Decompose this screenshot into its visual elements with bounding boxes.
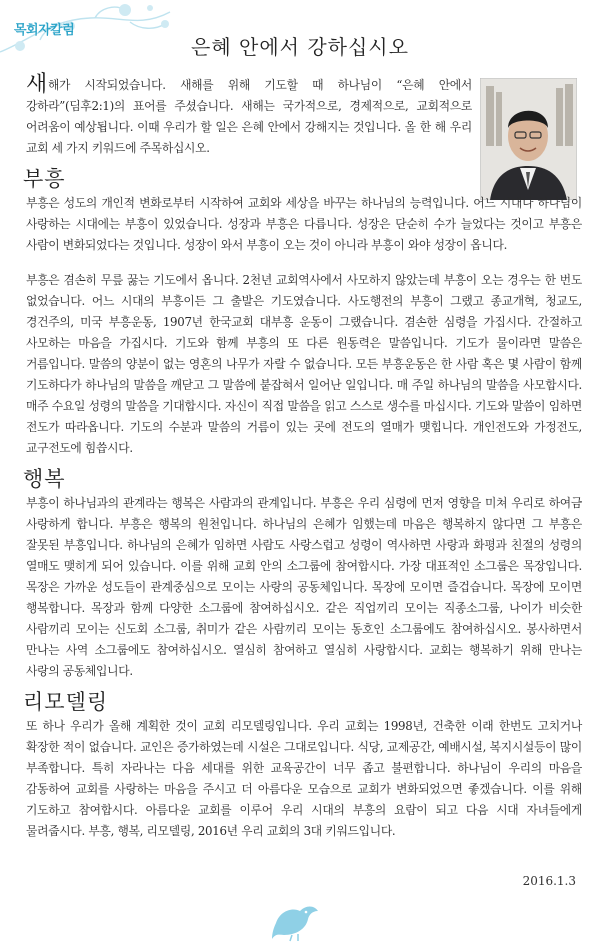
happiness-paragraph: 부흥이 하나님과의 관계라는 행복은 사람과의 관계입니다. 부흥은 우리 심령에 먼저 영향을 미쳐 우리로 하여금 사랑하게 합니다. 부흥은 행복의 원천입니다. 하나님의 은혜가 임했는데 마음은 행복하지 않다면 그 부흥은 잘못된 부흥입니다. 하나님의 은혜가 임하면 사람도 사랑스럽고 성령이 역사하면 사랑과 화평과 친절의 성령의 열매도 맺히게 되어 있습니다. 이를 위해 교회 안의 소그룹에 참여합시다. 가장 대표적인 소그룹은 목장입니다. 목장은 가까운 성도들이 관계중심으로 모이는 사랑의 공동체입니다. 목장에 모이면 즐겁습니다. 목장에 모이면 행복합니다. 목장과 함께 다양한 소그룹에 참여하십시오. 같은 직업끼리 모이는 직종소그룹, 나이가 비슷한 사람끼리 모이는 신도회 소그룹, 취미가 같은 사람끼리 모이는 동호인 소그룹에도 참여하십시오. 봉사하면서 만나는 사역 소그룹에도 참여하십시오. 열심히 참여하고 열심히 사랑합시다. 교회는 행복하기 위해 만나는 사랑의 공동체입니다. [26,496,582,678]
revival-paragraph-2: 부흥은 겸손히 무릎 꿇는 기도에서 옵니다. 2천년 교회역사에서 사모하지 않았는데 부흥이 오는 경우는 한 번도 없었습니다. 어느 시대의 부흥이든 그 출발은 기도였습니다. 사도행전의 부흥이 그랬고 종교개혁, 청교도, 경건주의, 미국 부흥운동, 1907년 한국교회 대부흥 운동이 그랬습니다. 겸손한 심령을 가집시다. 간절하고 사모하는 마음을 가집시다. 기도와 함께 부흥의 또 다른 원동력은 말씀입니다. 기도가 물이라면 말씀은 거름입니다. 말씀의 양분이 없는 영혼의 나무가 자랄 수 없습니다. 모든 부흥운동은 한 사람 혹은 몇 사람이 함께 기도하다가 하나님의 말씀을 깨닫고 그 말씀에 붙잡혀서 일어난 일입니다. 매 주일 하나님의 말씀을 사모합시다. 매주 수요일 성령의 말씀을 기대합시다. 자신이 직접 말씀을 읽고 스스로 생수를 마십시다. 기도와 말씀이 임하면 전도가 따라옵니다. 기도의 수분과 말씀의 거름이 있는 곳에 전도의 열매가 맺힙니다. 개인전도와 가정전도, 교구전도에 힘씁시다. [26,273,582,455]
date-stamp: 2016.1.3 [522,874,576,888]
section-heading-revival: 부흥 [23,167,66,191]
intro-dropcap: 새 [26,72,47,97]
page-title: 은혜 안에서 강하십시오 [191,35,409,59]
section-heading-happiness: 행복 [23,467,66,491]
bird-icon [262,893,332,943]
intro-paragraph [26,72,582,159]
article-body [23,72,582,842]
intro-text: 해가 시작되었습니다. 새해를 위해 기도할 때 하나님이 “은혜 안에서 강하라”(딤후2:1)의 표어를 주셨습니다. 새해는 국가적으로, 경제적으로, 교회적으로 어려움이 예상됩니다. 이때 우리가 할 일은 은혜 안에서 강해지는 것입니다. 올 한 해 우리 교회 세 가지 키워드에 주목하십시오. [26,78,472,155]
section-heading-remodeling: 리모델링 [23,690,109,714]
revival-paragraph-1: 부흥은 성도의 개인적 변화로부터 시작하여 교회와 세상을 바꾸는 하나님의 능력입니다. 어느 시대나 하나님이 사랑하는 시대에는 부흥이 있었습니다. 성장과 부흥은 다릅니다. 성장은 단순히 수가 늘었다는 것이고 부흥은 사람이 변화되었다는 것입니다. 성장이 와서 부흥이 오는 것이 아니라 부흥이 와야 성장이 옵니다. [26,196,582,252]
column-label: 목회자칼럼 [14,22,75,37]
remodeling-paragraph: 또 하나 우리가 올해 계획한 것이 교회 리모델링입니다. 우리 교회는 1998년, 건축한 이래 한번도 고치거나 확장한 적이 없습니다. 교인은 증가하였는데 시설은 그대로입니다. 식당, 교제공간, 예배시설, 복지시설등이 많이 부족합니다. 특히 자라나는 다음 세대를 위한 교육공간이 너무 좁고 불편합니다. 하나님이 우리의 마음을 감동하여 교회를 사랑하는 마음을 주시고 더 아름다운 모습으로 교회가 변화되었으면 좋겠습니다. 이를 위해 기도하고 참여합시다. 아름다운 교회를 이루어 우리 시대의 부흥의 요람이 되고 다음 시대 자녀들에게 물려줍시다. 부흥, 행복, 리모델링, 2016년 우리 교회의 3대 키워드입니다. [26,719,582,838]
